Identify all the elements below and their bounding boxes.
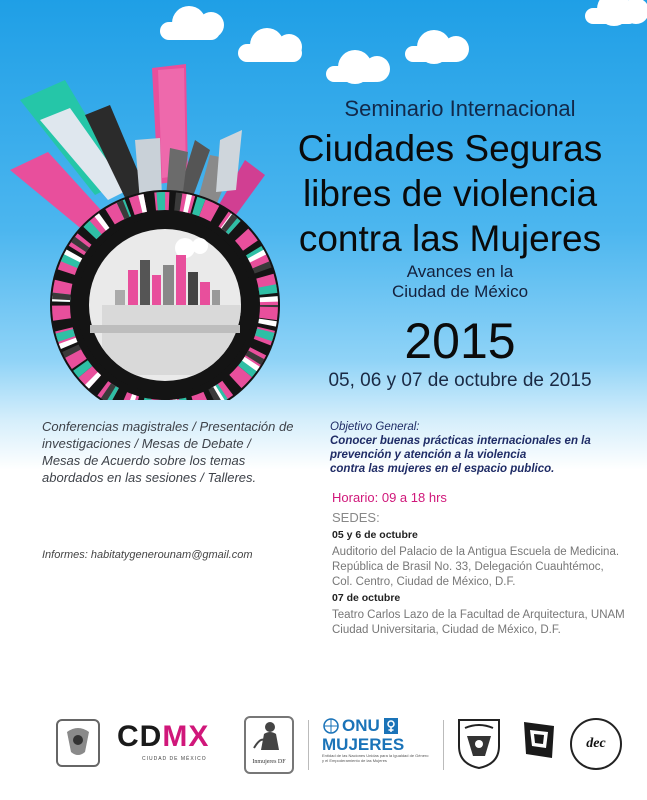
title-line: contra las Mujeres [298, 218, 602, 259]
venue1-date: 05 y 6 de octubre [332, 529, 418, 541]
venue1-line: Auditorio del Palacio de la Antigua Escuela de Medicina. [332, 546, 620, 558]
faculty-architecture-logo [520, 718, 560, 764]
sponsor-logos [0, 710, 647, 780]
subtitle-line: Avances en la [406, 262, 514, 281]
objective-block [330, 420, 630, 476]
onu-mujeres-logo [322, 716, 437, 763]
event-dates: 05, 06 y 07 de octubre de 2015 [328, 370, 592, 391]
schedule-hours: Horario: 09 a 18 hrs [332, 490, 447, 505]
seminar-label: Seminario Internacional [344, 96, 576, 121]
dec-text: dec [586, 736, 606, 751]
cdmx-mx-text: MX [162, 720, 210, 753]
venues-label: SEDES: [332, 510, 380, 525]
objective-line: contra las mujeres en el espacio publico. [330, 463, 555, 475]
venue1-line: Col. Centro, Ciudad de México, D.F. [332, 576, 516, 588]
unam-shield-logo [455, 716, 503, 770]
event-title [290, 126, 610, 261]
cloud-decoration [326, 66, 382, 82]
title-line: libres de violencia [302, 173, 598, 214]
contact-email[interactable]: Informes: habitatygenerounam@gmail.com [42, 549, 253, 561]
city-circle-illustration [10, 60, 295, 400]
activities-text [42, 418, 304, 486]
cdmx-subtitle: CIUDAD DE MÉXICO [142, 756, 207, 762]
objective-label: Objetivo General: [330, 421, 420, 433]
title-line: Ciudades Seguras [297, 128, 603, 169]
activities-line: Mesas de Acuerdo sobre los temas [42, 453, 246, 468]
objective-line: Conocer buenas prácticas internacionales en la [330, 435, 591, 447]
venue2-line: Teatro Carlos Lazo de la Facultad de Arquitectura, UNAM [332, 609, 625, 621]
subtitle-line: Ciudad de México [391, 282, 529, 301]
venue1-line: República de Brasil No. 33, Delegación Cuauhtémoc, [332, 561, 604, 573]
venue2-date: 07 de octubre [332, 592, 401, 604]
onu-text: ONU [342, 716, 380, 735]
inmujeres-logo [244, 716, 294, 774]
activities-line: Conferencias magistrales / Presentación de [42, 419, 294, 434]
woman-silhouette-icon [246, 718, 292, 754]
mujeres-text: MUJERES [322, 735, 405, 754]
women-symbol-icon [383, 717, 399, 735]
dec-logo [570, 718, 622, 770]
government-emblem-logo [55, 718, 101, 768]
inmujeres-text: Inmujeres DF [252, 759, 286, 765]
activities-line: investigaciones / Mesas de Debate / [42, 436, 251, 451]
onu-subtitle: Entidad de las Naciones Unidas para la Igualdad de Género y el Empoderamiento de las Mujeres [322, 753, 429, 763]
cdmx-cd-text: CD [117, 720, 163, 753]
venue2-address [332, 608, 642, 638]
cloud-decoration [585, 8, 637, 24]
objective-line: prevención y atención a la violencia [330, 449, 527, 461]
logo-divider [443, 720, 444, 770]
cdmx-logo [117, 720, 209, 754]
venue2-line: Ciudad Universitaria, Ciudad de México, D.F. [332, 624, 561, 636]
un-globe-icon [322, 717, 340, 735]
event-year: 2015 [404, 313, 516, 369]
subtitle [300, 262, 620, 302]
venue1-address [332, 545, 642, 590]
activities-line: abordados en las sesiones / Talleres. [42, 470, 257, 485]
cloud-decoration [160, 22, 220, 40]
cloud-decoration [405, 46, 463, 62]
logo-divider [308, 720, 309, 770]
